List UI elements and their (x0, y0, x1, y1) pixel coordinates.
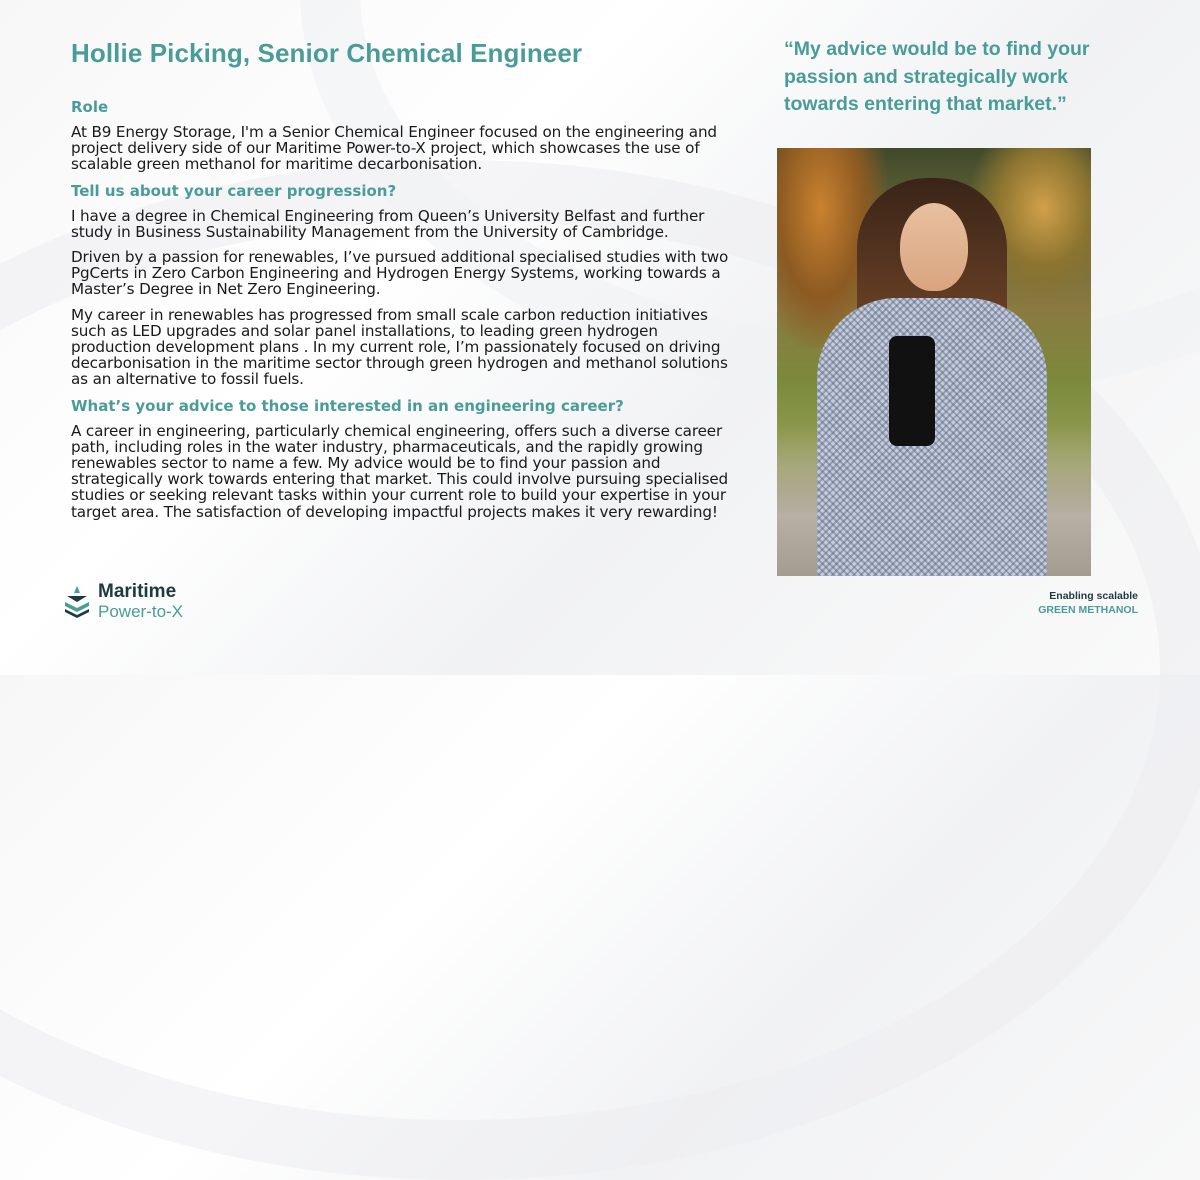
ship-icon (62, 584, 92, 618)
tagline-line-1: Enabling scalable (1049, 590, 1138, 602)
page-title: Hollie Picking, Senior Chemical Engineer (71, 38, 583, 68)
pull-quote: “My advice would be to find your passion and strategically work towards entering that market.” (784, 38, 1090, 115)
advice-text: A career in engineering, particularly chemical engineering, offers such a diverse career path, including roles in the water industry, pharmaceuticals, and the rapidly growing renewables sector to name a few. My advice would be to find your passion and strategically work towards entering that market. This could involve pursuing specialised studies or seeking relevant tasks within your current role to build your expertise in your target area. The satisfaction of developing impactful projects makes it very rewarding! (71, 421, 729, 521)
photo-face (900, 203, 968, 291)
portrait-photo (777, 148, 1091, 576)
role-text: At B9 Energy Storage, I'm a Senior Chemical Engineer focused on the engineering and project delivery side of our Maritime Power-to-X project, which showcases the use of scalable green methanol for maritime decarbonisation. (71, 123, 717, 174)
career-paragraph-2: Driven by a passion for renewables, I’ve pursued additional specialised studies with two PgCerts in Zero Carbon Engineering and Hydrogen Energy Systems, working towards a Master’s Degree in Net Zero Engineering. (71, 248, 729, 299)
career-paragraph-3: My career in renewables has progressed from small scale carbon reduction initiatives such as LED upgrades and solar panel installations, to leading green hydrogen production development plans . In my current role, I’m passionately focused on driving decarbonisation in the maritime sector through green hydrogen and methanol solutions as an alternative to fossil fuels. (71, 305, 728, 389)
profile-content (71, 98, 731, 525)
logo-line-2: Power-to-X (98, 602, 184, 621)
role-heading: Role (71, 98, 109, 116)
advice-heading: What’s your advice to those interested in an engineering career? (71, 396, 624, 415)
career-heading: Tell us about your career progression? (71, 181, 397, 200)
tagline-line-2: GREEN METHANOL (1038, 604, 1138, 616)
maritime-power-to-x-logo (62, 582, 183, 620)
photo-top (889, 336, 935, 446)
career-paragraph-1: I have a degree in Chemical Engineering from Queen’s University Belfast and further study in Business Sustainability Management from the University of Cambridge. (71, 206, 705, 241)
tagline-logo (1038, 590, 1138, 616)
logo-line-1: Maritime (98, 581, 177, 602)
